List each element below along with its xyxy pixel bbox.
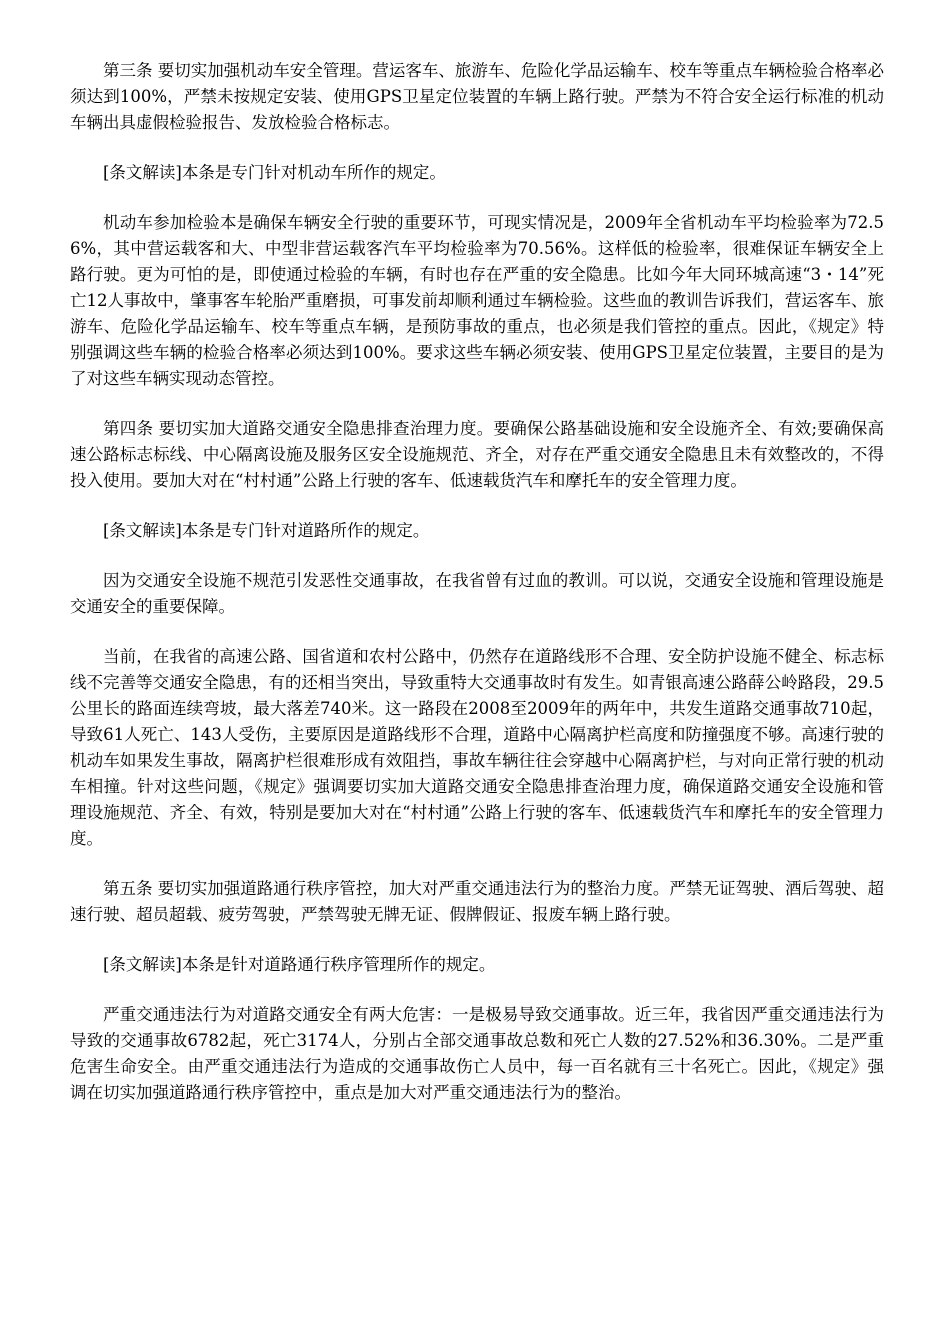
article-5-interpretation-heading: [条文解读]本条是针对道路通行秩序管理所作的规定。 <box>103 955 496 974</box>
article-5-interpretation-body: 严重交通违法行为对道路交通安全有两大危害：一是极易导致交通事故。近三年，我省因严重交通违法行为导致的交通事故6782起，死亡3174人，分别占全部交通事故总数和死亡人数的27.52%和36.30%。二是严重危害生命安全。由严重交通违法行为造成的交通事故伤亡人员中，每一百名就有三十名死亡。因此，《规定》强调在切实加强道路通行秩序管控中，重点是加大对严重交通违法行为的整治。 <box>70 1005 884 1102</box>
article-4-interpretation-body-1: 因为交通安全设施不规范引发恶性交通事故，在我省曾有过血的教训。可以说，交通安全设施和管理设施是交通安全的重要保障。 <box>70 571 884 616</box>
article-3-interpretation-body: 机动车参加检验本是确保车辆安全行驶的重要环节，可现实情况是，2009年全省机动车平均检验率为72.56%，其中营运载客和大、中型非营运载客汽车平均检验率为70.56%。这样低的检验率，很难保证车辆安全上路行驶。更为可怕的是，即使通过检验的车辆，有时也存在严重的安全隐患。比如今年大同环城高速“3・14”死亡12人事故中，肇事客车轮胎严重磨损，可事发前却顺利通过车辆检验。这些血的教训告诉我们，营运客车、旅游车、危险化学品运输车、校车等重点车辆，是预防事故的重点，也必须是我们管控的重点。因此，《规定》特别强调这些车辆的检验合格率必须达到100%。要求这些车辆必须安装、使用GPS卫星定位装置，主要目的是为了对这些车辆实现动态管控。 <box>70 213 884 388</box>
document-page <box>70 58 884 1130</box>
article-4-paragraph: 第四条 要切实加大道路交通安全隐患排查治理力度。要确保公路基础设施和安全设施齐全、有效;要确保高速公路标志标线、中心隔离设施及服务区安全设施规范、齐全，对存在严重交通安全隐患且未有效整改的，不得投入使用。要加大对在“村村通”公路上行驶的客车、低速载货汽车和摩托车的安全管理力度。 <box>70 419 884 490</box>
article-3-interpretation-heading: [条文解读]本条是专门针对机动车所作的规定。 <box>103 163 446 182</box>
article-3-paragraph: 第三条 要切实加强机动车安全管理。营运客车、旅游车、危险化学品运输车、校车等重点车辆检验合格率必须达到100%，严禁未按规定安装、使用GPS卫星定位装置的车辆上路行驶。严禁为不符合安全运行标准的机动车辆出具虚假检验报告、发放检验合格标志。 <box>70 61 884 132</box>
article-4-interpretation-heading: [条文解读]本条是专门针对道路所作的规定。 <box>103 521 430 540</box>
article-5-paragraph: 第五条 要切实加强道路通行秩序管控，加大对严重交通违法行为的整治力度。严禁无证驾驶、酒后驾驶、超速行驶、超员超载、疲劳驾驶，严禁驾驶无牌无证、假牌假证、报废车辆上路行驶。 <box>70 879 884 924</box>
article-4-interpretation-body-2: 当前，在我省的高速公路、国省道和农村公路中，仍然存在道路线形不合理、安全防护设施不健全、标志标线不完善等交通安全隐患，有的还相当突出，导致重特大交通事故时有发生。如青银高速公路薛公岭路段，29.5公里长的路面连续弯坡，最大落差740米。这一路段在2008至2009年的两年中，共发生道路交通事故710起，导致61人死亡、143人受伤，主要原因是道路线形不合理，道路中心隔离护栏高度和防撞强度不够。高速行驶的机动车如果发生事故，隔离护栏很难形成有效阻挡，事故车辆往往会穿越中心隔离护栏，与对向正常行驶的机动车相撞。针对这些问题，《规定》强调要切实加大道路交通安全隐患排查治理力度，确保道路交通安全设施和管理设施规范、齐全、有效，特别是要加大对在“村村通”公路上行驶的客车、低速载货汽车和摩托车的安全管理力度。 <box>70 647 884 848</box>
